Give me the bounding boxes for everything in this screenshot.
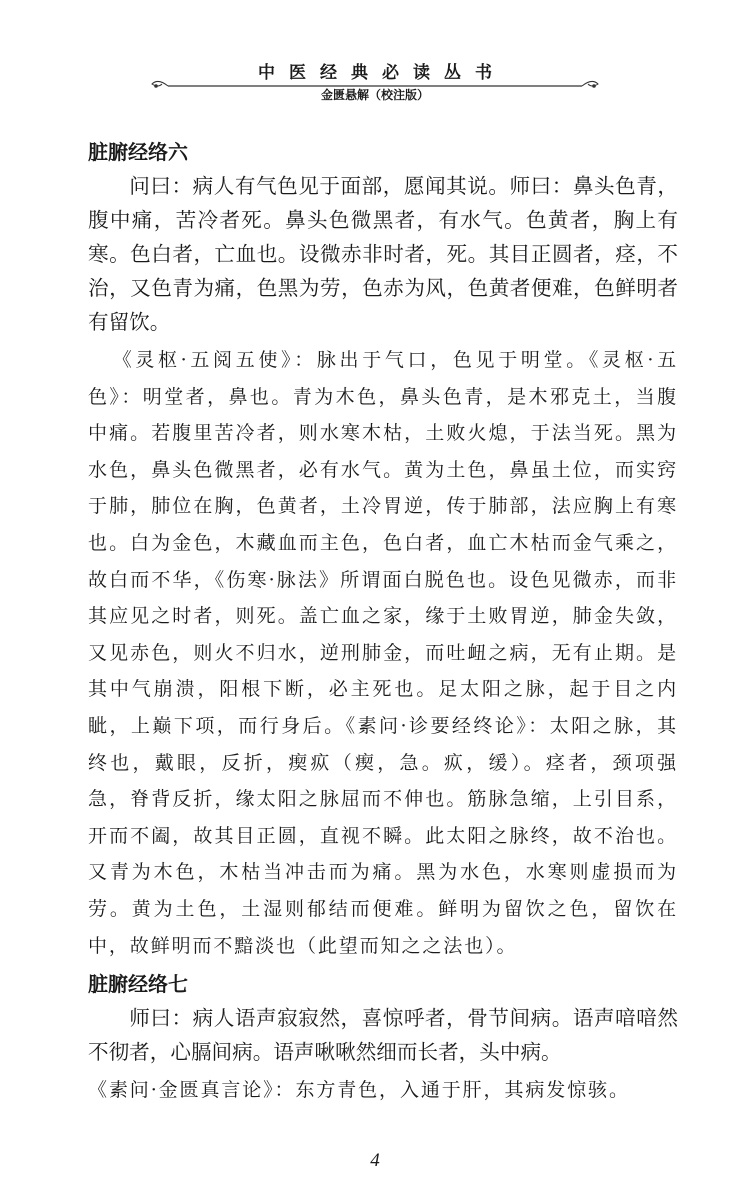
page-number: 4 (370, 1150, 380, 1171)
section-heading-7: 脏腑经络七 (88, 972, 188, 997)
section-6-text: 问曰：病人有气色见于面部，愿闻其说。师曰：鼻头色青，腹中痛，苦冷者死。鼻头色微黑者，有水气。色黄者，胸上有寒。色白者，亡血也。设微赤非时者，死。其目正圆者，痉，不治，又色青为痛，色黑为劳，色赤为风，色黄者便难，色鲜明者有留饮。 (88, 174, 678, 334)
section-7-text: 师曰：病人语声寂寂然，喜惊呼者，骨节间病。语声喑喑然不彻者，心膈间病。语声啾啾然细而长者，头中病。 (88, 1006, 678, 1065)
running-header (0, 0, 750, 110)
page-body (88, 135, 678, 1109)
series-title: 中医经典必读丛书 (258, 63, 506, 83)
section-heading-6: 脏腑经络六 (88, 140, 188, 164)
section-6-commentary: 《灵枢·五阅五使》：脉出于气口，色见于明堂。《灵枢·五色》：明堂者，鼻也。青为木色，鼻头色青，是木邪克土，当腹中痛。若腹里苦冷者，则水寒木枯，土败火熄，于法当死。黑为水色，鼻头色微黑者，必有水气。黄为土色，鼻虽土位，而实窍于肺，肺位在胸，色黄者，土冷胃逆，传于肺部，法应胸上有寒也。白为金色，木藏血而主色，色白者，血亡木枯而金气乘之，故白而不华，《伤寒·脉法》所谓面白脱色也。设色见微赤，而非其应见之时者，则死。盖亡血之家，缘于土败胃逆，肺金失敛，又见赤色，则火不归水，逆刑肺金，而吐衄之病，无有止期。是其中气崩溃，阳根下断，必主死也。足太阳之脉，起于目之内眦，上巅下项，而行身后。《素问·诊要经终论》：太阳之脉，其终也，戴眼，反折，瘈疭（瘈，急。疭，缓）。痉者，颈项强急，脊背反折，缘太阳之脉屈而不伸也。筋脉急缩，上引目系，开而不阖，故其目正圆，直视不瞬。此太阳之脉终，故不治也。又青为木色，木枯当冲击而为痛。黑为水色，水寒则虚损而为劳。黄为土色，土湿则郁结而便难。鲜明为留饮之色，留饮在中，故鲜明而不黯淡也（此望而知之之法也）。 (88, 349, 678, 957)
section-7-commentary: 《素问·金匮真言论》：东方青色，入通于肝，其病发惊骇。 (88, 1079, 630, 1102)
book-subtitle: 金匮悬解（校注版） (320, 88, 429, 102)
